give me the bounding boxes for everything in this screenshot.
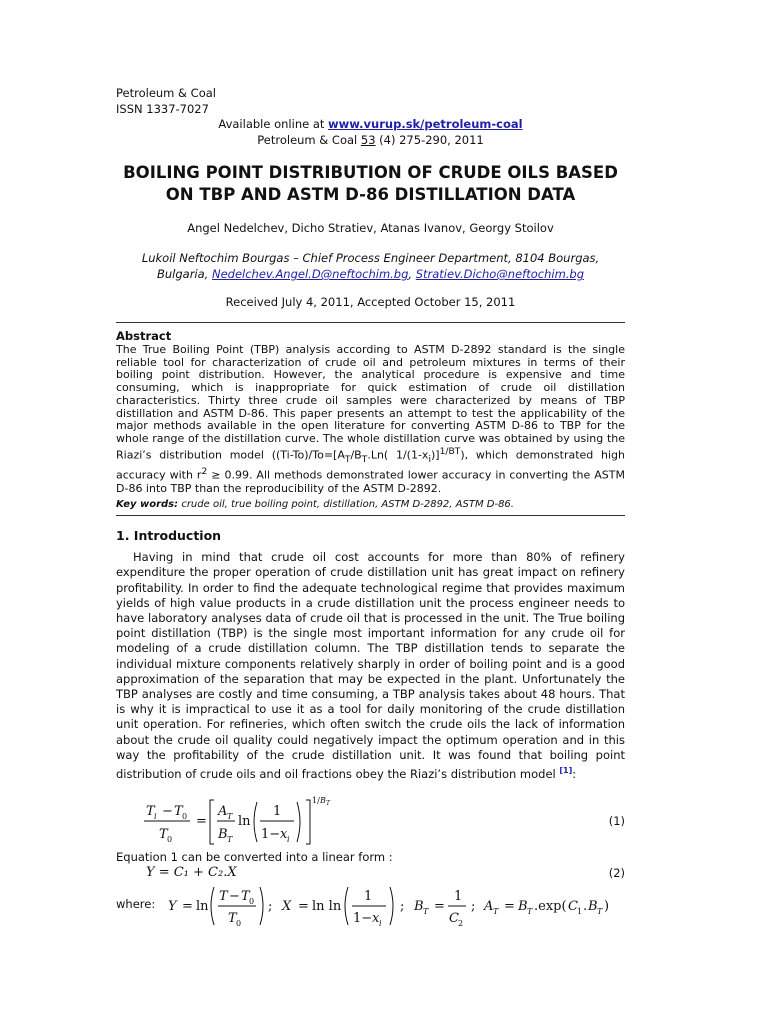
citation-prefix: Petroleum & Coal — [257, 132, 361, 147]
email-separator: , — [408, 267, 416, 281]
svg-text:C: C — [449, 910, 459, 926]
abstract-sup-exp: 1/BT — [439, 445, 461, 457]
svg-text:B: B — [320, 795, 326, 805]
keywords-label: Key words: — [116, 499, 179, 511]
section-heading-introduction: 1. Introduction — [116, 528, 222, 544]
equation-definitions-formula — [164, 883, 634, 929]
svg-text:Y: Y — [168, 898, 177, 914]
equation-1-formula — [140, 794, 360, 850]
svg-text:=: = — [434, 898, 445, 914]
journal-issn: ISSN 1337-7027 — [116, 101, 209, 116]
citation-volume: 53 — [360, 132, 376, 147]
equation-2-formula: Y = C₁ + C₂.X — [146, 864, 237, 880]
intro-text: Having in mind that crude oil cost accounts for more than 80% of refinery expenditure the proper operation of crude distillation unit has great impact on refinery profitability. In order to find the adequate technological regime that provides maximum yields of high value products in a crude distillation unit the process engineer needs to have laboratory analyses data of crude oil that is processed in the unit. The True boiling point distillation (TBP) is the single most important information for any crude oil for modeling of a crude distillation column. The TBP distillation tends to separate the individual mixture components relatively sharply in order of boiling point and is a good approximation of the separation that may be expected in the plant. Unfortunately the TBP analyses are costly and time consuming, a TBP analysis takes about 48 hours. That is why it is impractical to use it as a tool for daily monitoring of the crude distillation unit operation. For refineries, which often switch the crude oils the lack of information about the crude oil quality could negatively impact the optimum operation and in this way the profitability of the crude distillation unit. It was found that boiling point distribution of crude oils and oil fractions obey the Riazi’s distribution model — [116, 550, 625, 781]
svg-text:.: . — [583, 898, 588, 914]
svg-text:T: T — [146, 803, 155, 819]
abstract-sub-i: i — [428, 453, 431, 465]
svg-text:=: = — [298, 898, 309, 914]
authors: Angel Nedelchev, Dicho Stratiev, Atanas Ivanov, Georgy Stoilov — [187, 221, 554, 235]
title-line-2: ON TBP AND ASTM D-86 DISTILLATION DATA — [165, 185, 576, 204]
affiliation — [116, 250, 625, 282]
svg-text:x: x — [372, 910, 380, 926]
abstract-heading: Abstract — [116, 329, 172, 343]
svg-text:T: T — [219, 888, 228, 904]
abstract-sup-2: 2 — [201, 466, 208, 478]
equation-2 — [116, 865, 625, 883]
paper-title — [116, 162, 625, 206]
svg-text:;: ; — [400, 898, 405, 914]
svg-text:T: T — [159, 826, 168, 842]
divider — [116, 322, 625, 323]
svg-text:B: B — [218, 826, 228, 842]
svg-text:0: 0 — [236, 918, 242, 928]
conversion-text: Equation 1 can be converted into a linear form : — [116, 849, 393, 864]
svg-text:B: B — [588, 898, 598, 914]
svg-text:1−: 1− — [261, 826, 281, 842]
abstract-sub-t2: T — [361, 453, 368, 465]
svg-text:−: − — [162, 803, 173, 819]
svg-text:A: A — [484, 898, 494, 914]
svg-text:A: A — [218, 803, 228, 819]
abstract-sub-t1: T — [344, 453, 351, 465]
svg-text:): ) — [604, 898, 610, 914]
svg-text:B: B — [414, 898, 424, 914]
svg-text:ln ln: ln ln — [312, 898, 342, 914]
keywords-text: crude oil, true boiling point, distillation, ASTM D-2892, ASTM D-86. — [178, 499, 514, 511]
where-label: where: — [116, 896, 156, 911]
equation-1 — [116, 794, 625, 850]
svg-text:1: 1 — [577, 906, 583, 916]
svg-text:1: 1 — [454, 888, 463, 904]
svg-text:2: 2 — [458, 918, 464, 928]
intro-colon: : — [572, 766, 577, 781]
abstract-part-4: )] — [431, 448, 440, 462]
svg-text:T: T — [597, 906, 603, 916]
svg-text:X: X — [282, 898, 292, 914]
svg-text:.exp(: .exp( — [534, 898, 567, 914]
divider-2 — [116, 515, 625, 516]
keywords — [116, 498, 625, 511]
journal-name: Petroleum & Coal — [116, 86, 216, 100]
svg-text:=: = — [504, 898, 515, 914]
abstract-text — [116, 344, 625, 495]
svg-text:0: 0 — [182, 811, 188, 821]
svg-text:0: 0 — [249, 896, 255, 906]
svg-text:0: 0 — [167, 834, 173, 844]
citation-suffix: (4) 275-290, 2011 — [375, 132, 484, 147]
svg-text:ln: ln — [196, 898, 209, 914]
affiliation-line-1: Lukoil Neftochim Bourgas – Chief Process Engineer Department, 8104 Bourgas, — [141, 251, 600, 265]
svg-text:1−: 1− — [353, 910, 373, 926]
reference-link-1[interactable]: [1] — [559, 766, 573, 776]
svg-text:−: − — [229, 888, 240, 904]
page — [116, 86, 625, 929]
svg-text:T: T — [326, 799, 331, 807]
svg-text:1: 1 — [273, 803, 282, 819]
svg-text:i: i — [154, 811, 157, 821]
svg-text:x: x — [280, 826, 288, 842]
intro-paragraph — [116, 550, 625, 782]
abstract-part-5: ), which demonstrated high accuracy with r — [116, 448, 626, 482]
svg-text:T: T — [241, 888, 250, 904]
svg-text:T: T — [527, 906, 533, 916]
availability-line — [116, 117, 625, 133]
affiliation-line-2 — [116, 266, 625, 282]
email-link-stratiev[interactable]: Stratiev.Dicho@neftochim.bg — [415, 267, 585, 281]
svg-text:i: i — [287, 834, 290, 844]
svg-text:ln: ln — [238, 813, 251, 829]
equation-definitions — [116, 883, 625, 929]
svg-text:i: i — [379, 918, 382, 928]
svg-text:;: ; — [471, 898, 476, 914]
svg-text:=: = — [182, 898, 193, 914]
citation-line — [116, 133, 625, 149]
journal-url-link[interactable]: www.vurup.sk/petroleum-coal — [328, 117, 523, 131]
abstract-part-6: ≥ 0.99. All methods demonstrated lower accuracy in converting the ASTM D-86 into TBP than the reproducibility of the ASTM D-2892. — [116, 468, 625, 495]
svg-text:T: T — [227, 834, 233, 844]
email-link-nedelchev[interactable]: Nedelchev.Angel.D@neftochim.bg — [211, 267, 409, 281]
abstract-part-1: The True Boiling Point (TBP) analysis according to ASTM D-2892 standard is the single reliable tool for characterization of crude oil and petroleum mixtures in terms of their boiling point distribution. However, the analytical procedure is expensive and time consuming, which is inappropriate for quick estimation of crude oil distillation characteristics. Thirty three crude oil samples were characterized by means of TBP distillation and ASTM D-86. This paper presents an attempt to test the applicability of the major methods available in the open literature for converting ASTM D-86 to TBP for the whole range of the distillation curve. The whole distillation curve was obtained by using the Riazi’s distribution model ((Ti-To)/To=[A — [116, 343, 625, 462]
affiliation-country: Bulgaria, — [156, 267, 212, 281]
svg-text:T: T — [227, 811, 233, 821]
svg-text:;: ; — [268, 898, 273, 914]
title-line-1: BOILING POINT DISTRIBUTION OF CRUDE OILS BASED — [123, 163, 618, 182]
received-dates: Received July 4, 2011, Accepted October 15, 2011 — [225, 295, 516, 309]
svg-text:T: T — [228, 910, 237, 926]
svg-text:C: C — [568, 898, 578, 914]
equation-1-number: (1) — [608, 813, 625, 828]
abstract-part-3: .Ln( 1/(1-x — [367, 448, 429, 462]
svg-text:=: = — [196, 813, 207, 829]
svg-text:T: T — [493, 906, 499, 916]
abstract-part-2: /B — [350, 448, 362, 462]
svg-text:T: T — [423, 906, 429, 916]
svg-text:1: 1 — [364, 888, 373, 904]
svg-text:T: T — [174, 803, 183, 819]
availability-prefix: Available online at — [218, 117, 329, 131]
svg-text:1/: 1/ — [312, 795, 320, 805]
svg-text:B: B — [518, 898, 528, 914]
equation-2-number: (2) — [608, 865, 625, 880]
